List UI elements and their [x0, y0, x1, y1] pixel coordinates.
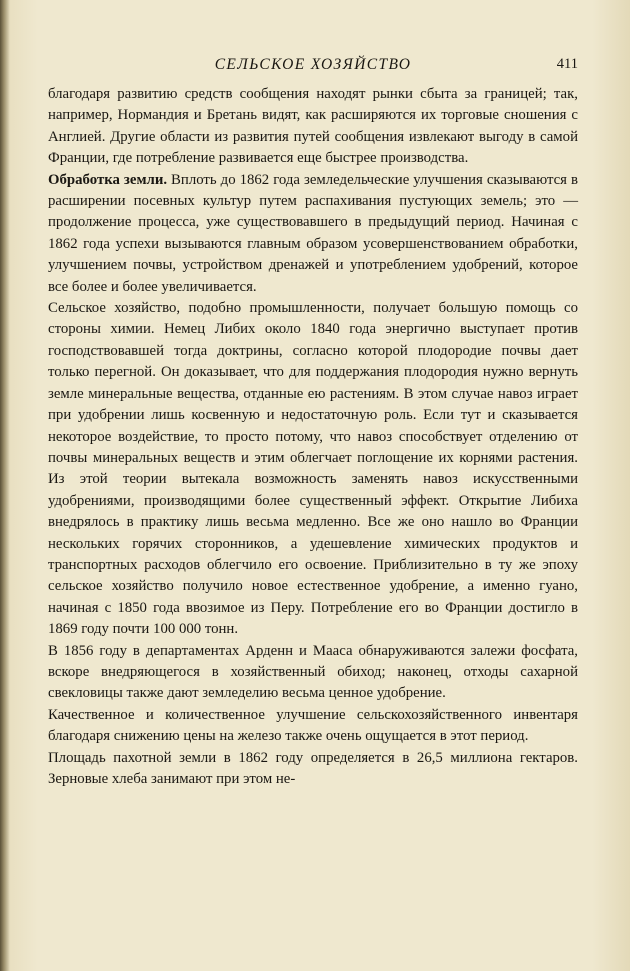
paragraph — [48, 84, 578, 170]
paragraph — [48, 705, 578, 748]
paragraph — [48, 298, 578, 641]
paragraph-text: Площадь пахотной земли в 1862 году определяется в 26,5 миллиона гектаров. Зерновые хлеба занимают при этом не- — [48, 749, 578, 787]
paragraph-text: В 1856 году в департаментах Арденн и Мааса обнаруживаются залежи фосфата, вскоре внедряющегося в хозяйственный обиход; наконец, отходы сахарной свекловицы также дают земледелию весьма ценное удобрение. — [48, 642, 578, 702]
paragraph — [48, 170, 578, 298]
running-title: СЕЛЬСКОЕ ХОЗЯЙСТВО — [214, 56, 412, 73]
page-gutter-shadow — [0, 0, 10, 971]
body-text — [48, 84, 578, 790]
page-header — [48, 56, 578, 80]
paragraph — [48, 748, 578, 791]
paragraph-text: Вплоть до 1862 года земледельческие улучшения сказываются в расширении посевных культур путем распахивания пустующих земель; это — продолжение процесса, уже существовавшего в предыдущий период. Начиная с 1862 года успехи вызываются главным образом усовершенствованием обработки, улучшением почвы, устройством дренажей и употреблением удобрений, которое все более и более увеличивается. — [48, 171, 578, 295]
paragraph-text: Качественное и количественное улучшение сельскохозяйственного инвентаря благодаря снижению цены на железо также очень ощущается в этот период. — [48, 706, 578, 745]
section-term: Обработка земли. — [48, 171, 168, 188]
page-number: 411 — [556, 56, 578, 72]
paragraph — [48, 641, 578, 705]
paragraph-text: Сельское хозяйство, подобно промышленности, получает большую помощь со стороны химии. Немец Либих около 1840 года энергично выступает против господствовавшей тогда доктрины, согласно которой плодородие почвы дает только перегной. Он доказывает, что для поддержания плодородия нужно вернуть земле минеральные вещества, отданные ею растениям. В этом случае навоз играет при удобрении лишь косвенную и недостаточную роль. Если тут и сказывается некоторое воздействие, то просто потому, что навоз способствует отделению от почвы минеральных веществ и этим облегчает поглощение их корнями растения. Из этой теории вытекала возможность заменять навоз искусственными удобрениями, производящими более существенный эффект. Открытие Либиха внедрялось в практику лишь весьма медленно. Все же оно нашло во Франции нескольких горячих сторонников, а удешевление химических продуктов и транспортных расходов облегчило его освоение. Приблизительно в ту же эпоху сельское хозяйство получило новое естественное удобрение, а именно гуано, начиная с 1850 года ввозимое из Перу. Потребление его во Франции достигло в 1869 году почти 100 000 тонн. — [48, 300, 578, 638]
paragraph-text: благодаря развитию средств сообщения находят рынки сбыта за границей; так, например, Нормандия и Бретань видят, как расширяются их торговые сношения с Англией. Другие области из развития путей сообщения извлекают выгоду в самой Франции, где потребление развивается еще быстрее производства. — [48, 86, 578, 167]
